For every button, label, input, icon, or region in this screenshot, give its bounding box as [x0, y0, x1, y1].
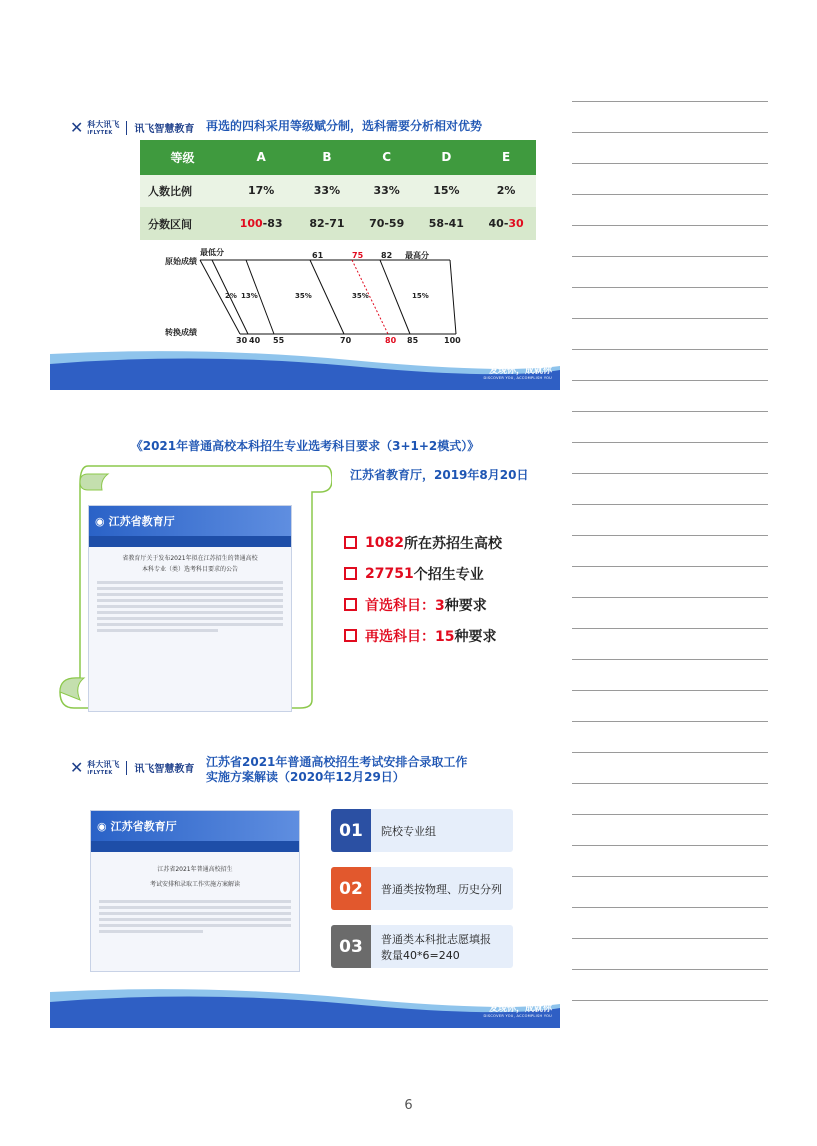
slide-admission-plan	[50, 740, 560, 1028]
stat-text: 种要求	[454, 628, 497, 645]
slide-title	[206, 755, 467, 785]
step-number: 01	[331, 809, 371, 852]
note-line	[572, 535, 768, 536]
divider	[380, 260, 410, 334]
range-b: 30	[508, 217, 524, 231]
square-bullet-icon	[344, 629, 357, 642]
slide-grading	[50, 98, 560, 390]
slogan-cn: 发现你，成就你	[488, 1004, 552, 1014]
step-text: 普通类本科批志愿填报数量40*6=240	[381, 932, 491, 962]
slide-title: 《2021年普通高校本科招生专业选考科目要求（3+1+2模式）》	[130, 439, 480, 453]
range-a: 40-	[488, 217, 509, 231]
note-line	[572, 287, 768, 288]
band-label: 35%	[295, 292, 312, 300]
note-line	[572, 504, 768, 505]
screenshot-header	[91, 811, 299, 841]
slide-title: 再选的四科采用等级赋分制，选科需要分析相对优势	[206, 119, 483, 133]
ratio-cell: 17%	[225, 175, 297, 208]
range-a: 58-41	[428, 217, 464, 231]
range-label: 分数区间	[140, 207, 225, 240]
ratio-cell: 2%	[476, 175, 536, 208]
screenshot-header	[89, 506, 291, 536]
plan-step	[331, 925, 513, 968]
conv-label: 转换成绩	[165, 328, 197, 337]
max-label: 最高分	[405, 251, 429, 260]
note-line	[572, 876, 768, 877]
note-line	[572, 163, 768, 164]
grade-header: A	[225, 140, 297, 175]
ratio-cell: 33%	[297, 175, 357, 208]
band-label: 15%	[412, 292, 429, 300]
stats-list	[344, 532, 502, 656]
note-line	[572, 473, 768, 474]
screenshot-site: 江苏省教育厅	[108, 515, 175, 528]
stat-value: 再选科目：15	[365, 628, 455, 645]
bottom-tick: 30	[236, 336, 248, 345]
step-number: 02	[331, 867, 371, 910]
stat-text: 所在苏招生高校	[403, 535, 502, 552]
edu-dept-screenshot	[88, 505, 292, 712]
note-line	[572, 1000, 768, 1001]
note-line	[572, 597, 768, 598]
note-line	[572, 845, 768, 846]
note-line	[572, 969, 768, 970]
stat-value: 27751	[365, 565, 414, 582]
ratio-cell: 15%	[417, 175, 477, 208]
stat-text: 种要求	[444, 597, 487, 614]
grade-header: 等级	[140, 140, 225, 175]
screenshot-doc-title: 省教育厅关于发布2021年拟在江苏招生的普通高校	[122, 555, 258, 562]
note-line	[572, 783, 768, 784]
grade-header: C	[357, 140, 417, 175]
screenshot-nav	[91, 841, 299, 852]
grade-header: B	[297, 140, 357, 175]
slogan	[484, 363, 552, 380]
note-line	[572, 318, 768, 319]
bottom-tick: 80	[385, 336, 397, 345]
title-line1: 江苏省2021年普通高校招生考试安排合录取工作	[206, 755, 468, 769]
note-line	[572, 814, 768, 815]
note-lines	[572, 0, 768, 1050]
note-line	[572, 225, 768, 226]
slogan-cn: 发现你，成就你	[488, 366, 552, 376]
range-a: 100	[239, 217, 263, 231]
stat-item	[344, 594, 502, 615]
note-line	[572, 690, 768, 691]
screenshot-doc-sub: 考试安排和录取工作实施方案解读	[149, 881, 240, 888]
note-line	[572, 659, 768, 660]
square-bullet-icon	[344, 536, 357, 549]
page-number: 6	[404, 1098, 413, 1113]
plan-step	[331, 809, 513, 852]
iflytek-logo-icon: ✕	[70, 118, 84, 137]
bottom-tick: 70	[340, 336, 352, 345]
note-line	[572, 938, 768, 939]
divider	[450, 260, 456, 334]
note-line	[572, 101, 768, 102]
square-bullet-icon	[344, 598, 357, 611]
top-tick: 61	[312, 251, 324, 260]
note-line	[572, 132, 768, 133]
note-line	[572, 442, 768, 443]
title-line2: 实施方案解读（2020年12月29日）	[206, 770, 405, 784]
edu-dept-screenshot	[90, 810, 300, 972]
grade-header: D	[417, 140, 477, 175]
band-label: 2%	[225, 292, 237, 300]
stat-text: 个招生专业	[413, 566, 484, 583]
ratio-label: 人数比例	[140, 175, 225, 208]
note-line	[572, 349, 768, 350]
band-label: 13%	[241, 292, 258, 300]
note-line	[572, 256, 768, 257]
slogan-en: DISCOVER YOU, ACCOMPLISH YOU	[483, 1014, 552, 1018]
divider	[310, 260, 344, 334]
iflytek-logo	[70, 758, 194, 777]
orig-label: 原始成绩	[165, 257, 197, 266]
range-b: -83	[262, 217, 283, 231]
slogan	[484, 1001, 552, 1018]
note-line	[572, 907, 768, 908]
note-line	[572, 194, 768, 195]
logo-edu: 讯飞智慧教育	[134, 764, 195, 775]
logo-main: 科大讯飞	[87, 760, 120, 769]
slogan-en: DISCOVER YOU, ACCOMPLISH YOU	[483, 376, 552, 380]
band-label: 35%	[352, 292, 369, 300]
note-line	[572, 566, 768, 567]
iflytek-logo-icon: ✕	[70, 758, 84, 777]
edu-logo-icon: ◉	[97, 819, 107, 833]
dept-date: 江苏省教育厅，2019年8月20日	[350, 468, 529, 482]
stat-item	[344, 625, 502, 646]
bottom-tick: 100	[444, 336, 461, 345]
logo-sub: iFLYTEK	[87, 130, 113, 136]
note-line	[572, 752, 768, 753]
range-a: 82-71	[309, 217, 345, 231]
logo-sub: iFLYTEK	[87, 770, 113, 776]
note-line	[572, 628, 768, 629]
bottom-tick: 40	[249, 336, 261, 345]
note-line	[572, 721, 768, 722]
screenshot-doc-sub: 本科专业（类）选考科目要求的公告	[141, 566, 238, 573]
screenshot-nav	[89, 536, 291, 547]
screenshot-site: 江苏省教育厅	[110, 820, 177, 833]
range-a: 70-59	[369, 217, 405, 231]
stat-item	[344, 532, 502, 553]
logo-main: 科大讯飞	[87, 120, 120, 129]
step-text: 普通类按物理、历史分列	[381, 882, 502, 896]
stat-item	[344, 563, 502, 584]
step-number: 03	[331, 925, 371, 968]
stat-value: 1082	[365, 534, 404, 551]
square-bullet-icon	[344, 567, 357, 580]
note-line	[572, 411, 768, 412]
step-text: 院校专业组	[381, 824, 436, 838]
ratio-cell: 33%	[357, 175, 417, 208]
note-line	[572, 380, 768, 381]
bottom-tick: 55	[273, 336, 285, 345]
grade-header: E	[476, 140, 536, 175]
stat-value: 首选科目：3	[365, 597, 445, 614]
slide-requirements	[50, 420, 560, 712]
plan-step	[331, 867, 513, 910]
min-label: 最低分	[200, 248, 224, 257]
edu-logo-icon: ◉	[95, 514, 105, 528]
top-tick: 75	[352, 251, 364, 260]
logo-edu: 讯飞智慧教育	[134, 124, 195, 135]
top-tick: 82	[381, 251, 393, 260]
screenshot-doc-title: 江苏省2021年普通高校招生	[157, 866, 233, 873]
bottom-tick: 85	[407, 336, 419, 345]
